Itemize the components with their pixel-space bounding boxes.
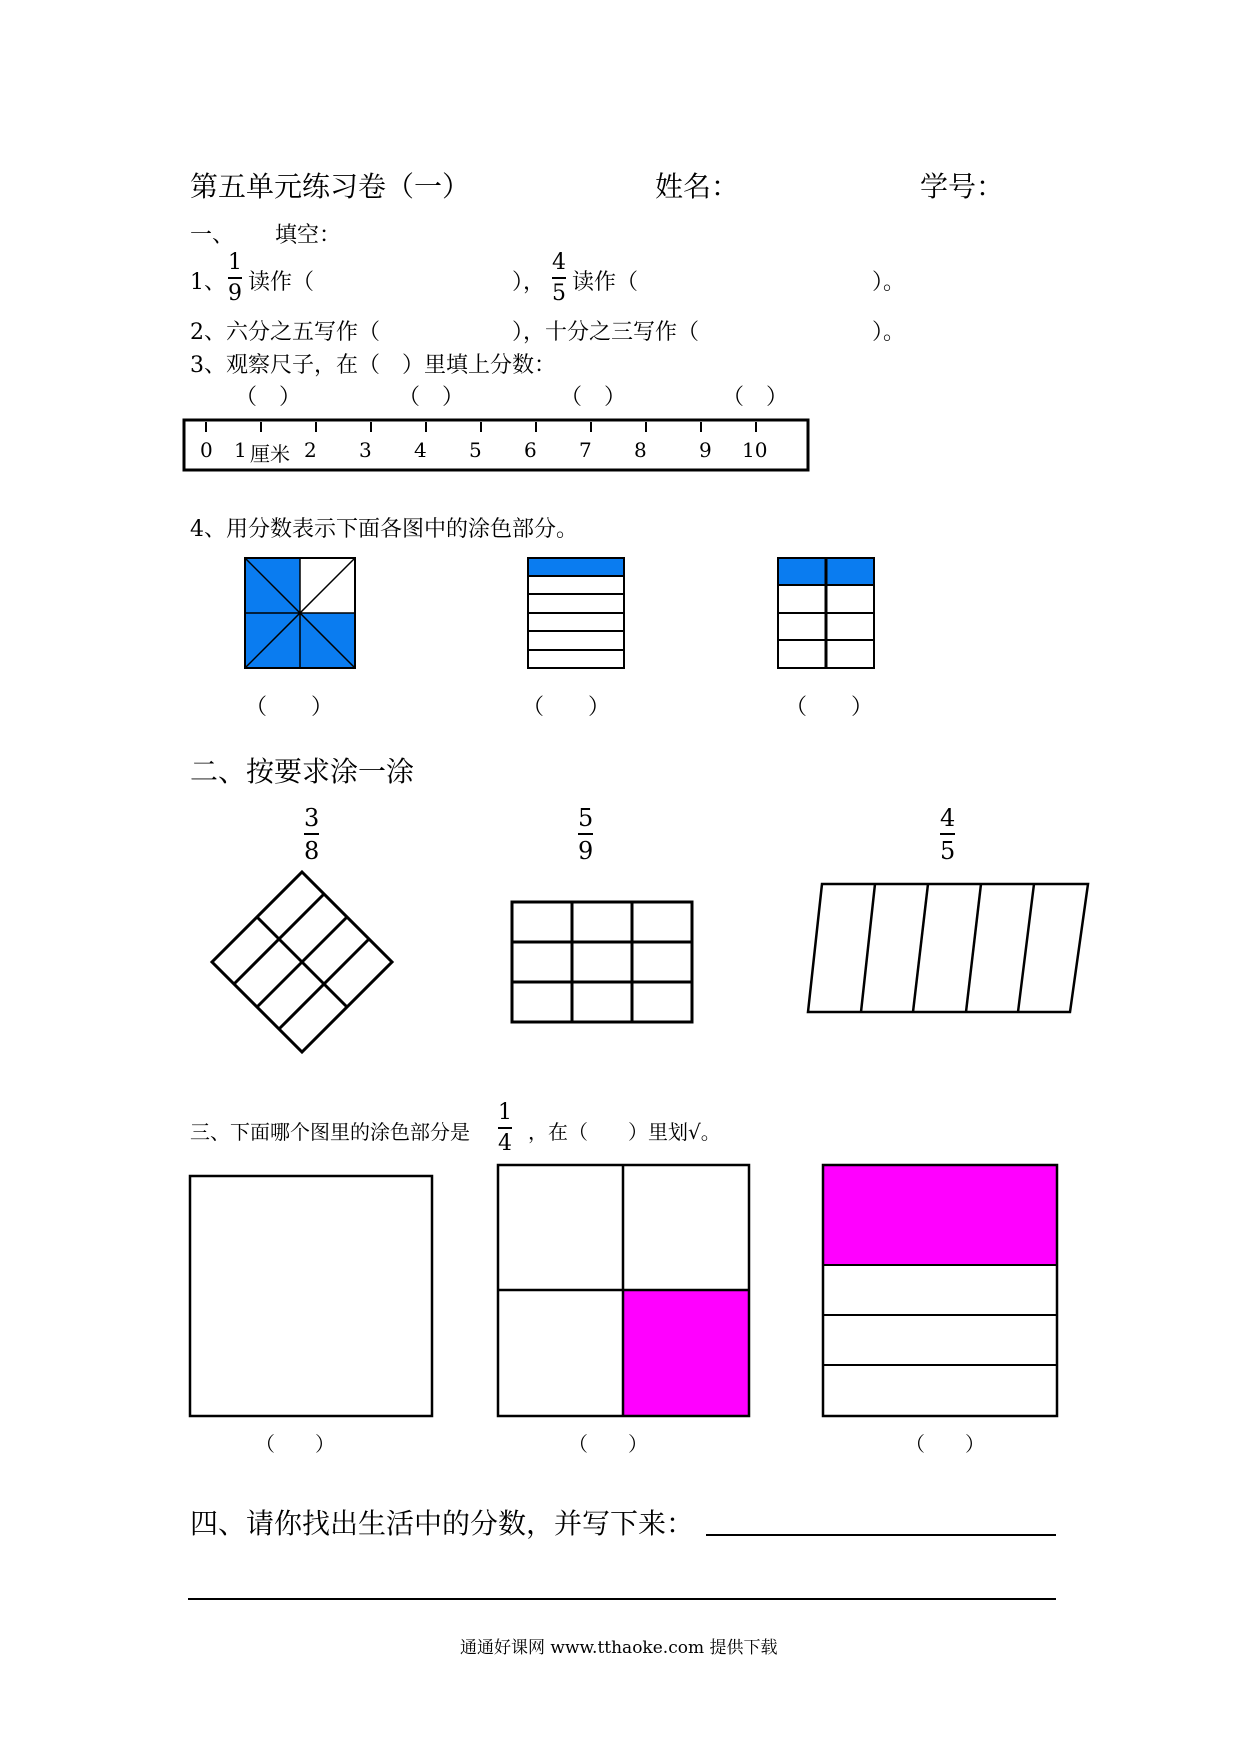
q4-text: 4、用分数表示下面各图中的涂色部分。	[190, 517, 578, 542]
answer-line-1[interactable]	[706, 1534, 1056, 1536]
section3-text-b: ，在（ ）里划√。	[528, 1120, 721, 1144]
s3-answer-3: （ ）	[905, 1432, 985, 1456]
section2-heading: 二、按要求涂一涂	[190, 755, 415, 788]
ruler-label-8: 8	[634, 438, 647, 462]
q4-answer-3: （ ）	[785, 695, 874, 720]
q1-read-a: 读作（	[248, 270, 315, 295]
ruler-blank-2: （ ）	[398, 385, 465, 410]
s3-figure-2	[498, 1165, 749, 1416]
ruler-label-3: 3	[359, 438, 372, 462]
ruler-label-2: 2	[304, 438, 317, 462]
ruler-label-5: 5	[469, 438, 482, 462]
s3-figure-1	[190, 1176, 432, 1416]
section4-text: 四、请你找出生活中的分数，并写下来：	[190, 1507, 695, 1540]
fraction-numerator: 4	[552, 250, 566, 275]
fraction-numerator: 1	[498, 1100, 512, 1125]
fraction-denominator: 5	[940, 837, 956, 865]
ruler-label-9: 9	[699, 438, 712, 462]
page-title: 第五单元练习卷（一）	[190, 170, 471, 203]
student-number-label: 学号：	[920, 170, 1005, 203]
name-label: 姓名：	[655, 170, 740, 203]
ruler-label-1: 1	[234, 438, 247, 462]
q4-answer-2: （ ）	[522, 695, 611, 720]
fraction-numerator: 3	[304, 804, 320, 832]
ruler-label-4: 4	[414, 438, 427, 462]
fraction-denominator: 9	[228, 281, 242, 306]
footer-text: 通通好课网 www.tthaoke.com 提供下载	[460, 1638, 778, 1658]
fraction-numerator: 1	[228, 250, 242, 275]
s3-figure-3	[823, 1165, 1057, 1416]
ruler-unit: 厘米	[250, 442, 290, 466]
section3-text-a: 三、下面哪个图里的涂色部分是	[190, 1120, 470, 1144]
fraction-numerator: 4	[940, 804, 956, 832]
q1-close-b: ）。	[872, 270, 906, 295]
answer-line-2[interactable]	[188, 1598, 1056, 1600]
ruler-blank-3: （ ）	[560, 385, 627, 410]
q1-number: 1、	[190, 270, 226, 295]
ruler-label-0: 0	[200, 438, 213, 462]
ruler-label-10: 10	[742, 438, 768, 462]
s3-answer-2: （ ）	[568, 1432, 648, 1456]
q2-close-a: ），十分之三写作（	[512, 320, 700, 345]
ruler-blank-4: （ ）	[722, 385, 789, 410]
s3-answer-1: （ ）	[255, 1432, 335, 1456]
q2-close-b: ）。	[872, 320, 906, 345]
q4-answer-1: （ ）	[245, 695, 334, 720]
fraction-denominator: 8	[304, 837, 320, 865]
q3-text: 3、观察尺子，在（ ）里填上分数：	[190, 353, 556, 378]
section1-heading: 填空：	[275, 223, 342, 248]
fraction-denominator: 5	[552, 281, 566, 306]
ruler-label-7: 7	[579, 438, 592, 462]
ruler-label-6: 6	[524, 438, 537, 462]
fraction-denominator: 4	[498, 1131, 512, 1156]
q1-read-b: 读作（	[572, 270, 639, 295]
fraction-denominator: 9	[578, 837, 594, 865]
section1-number: 一、	[190, 223, 235, 248]
ruler-blank-1: （ ）	[235, 385, 302, 410]
fraction-numerator: 5	[578, 804, 594, 832]
q1-close-a: ），	[512, 270, 546, 295]
q2-text-a: 2、六分之五写作（	[190, 320, 380, 345]
